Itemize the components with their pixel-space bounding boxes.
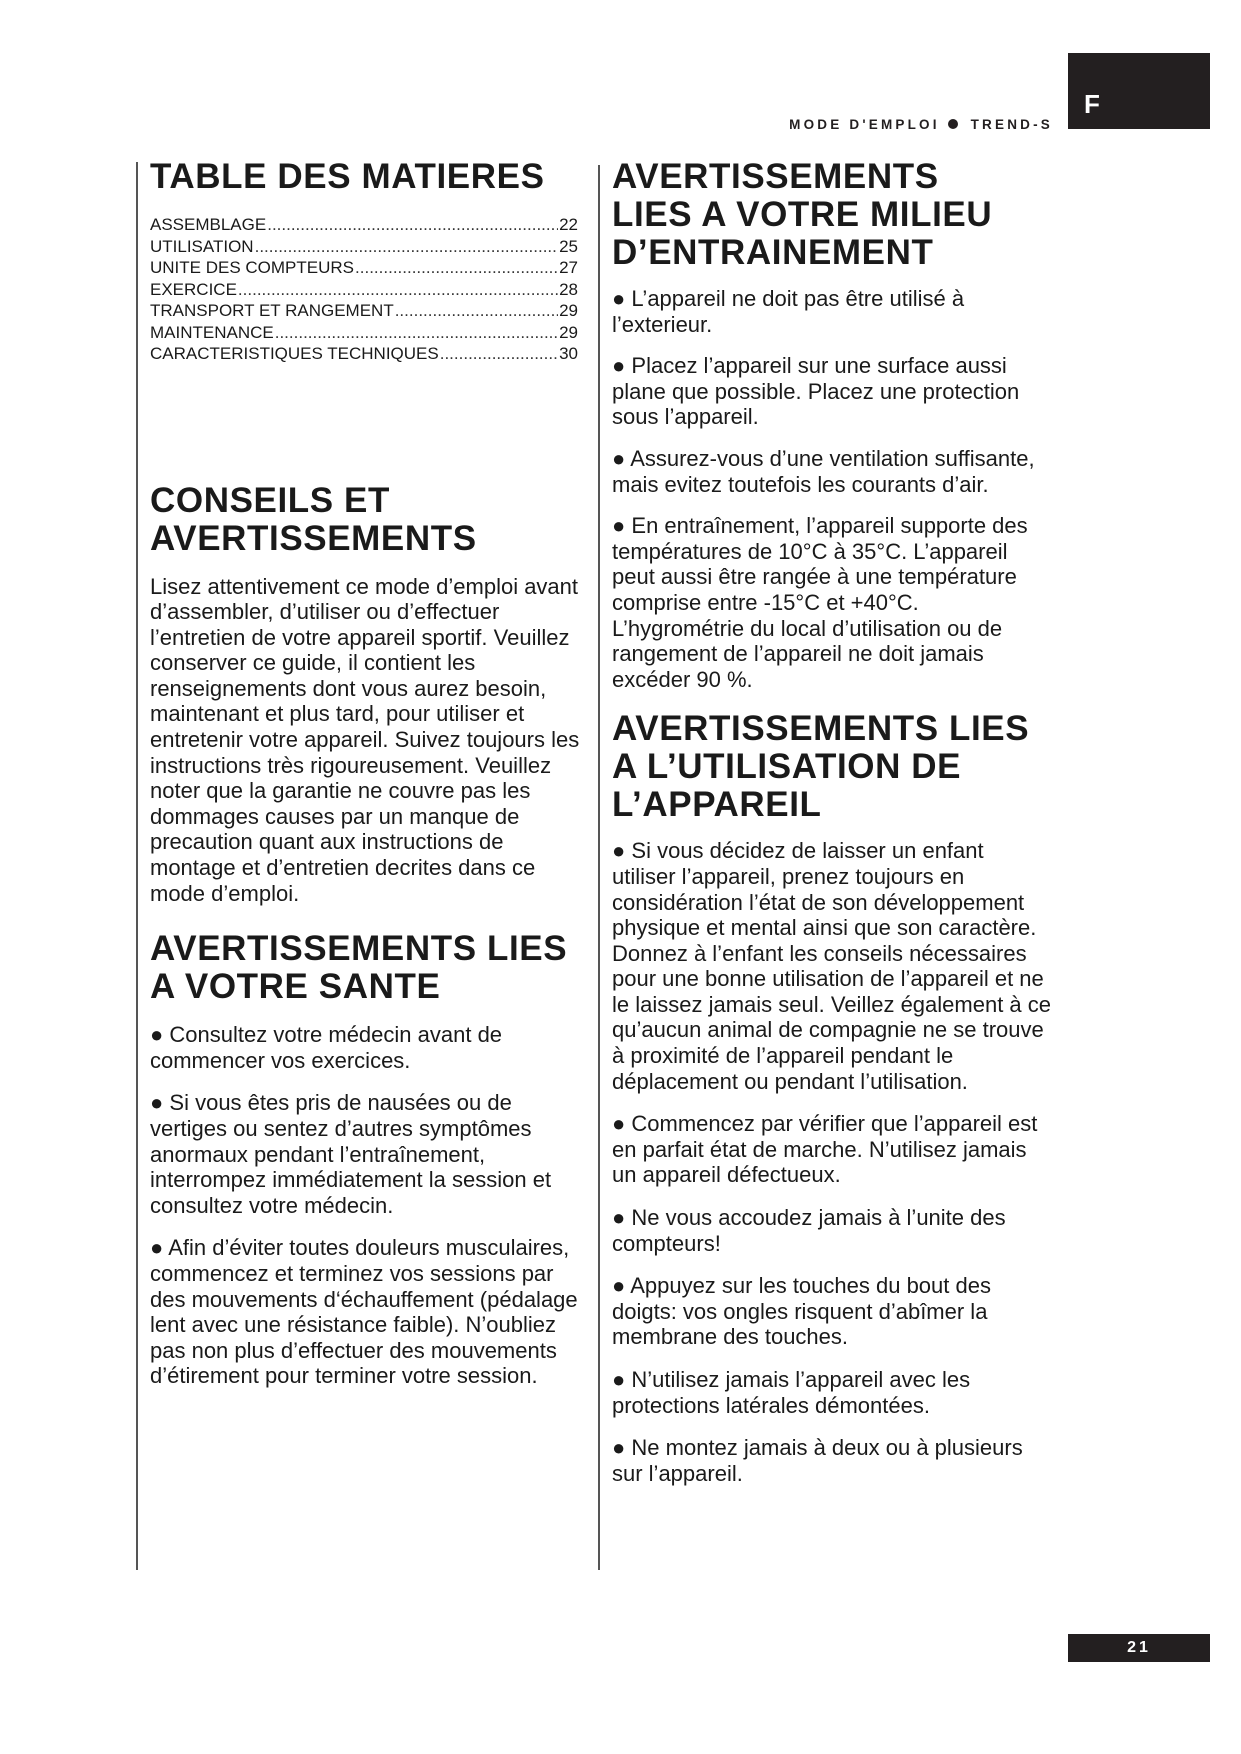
toc-entry-label: MAINTENANCE bbox=[150, 322, 274, 342]
milieu-title-line: D’ENTRAINEMENT bbox=[612, 233, 934, 272]
toc-entry-label: CARACTERISTIQUES TECHNIQUES bbox=[150, 344, 439, 363]
toc-entry-label: UTILISATION bbox=[150, 236, 254, 256]
milieu-title-line: LIES A VOTRE MILIEU bbox=[612, 195, 993, 234]
list-item: ● N’utilisez jamais l’appareil avec les protections latérales démontées. bbox=[612, 1367, 971, 1418]
dot-leader bbox=[275, 322, 558, 344]
language-tab bbox=[1068, 53, 1210, 129]
list-item: ● L’appareil ne doit pas être utilisé à l’exterieur. bbox=[612, 286, 965, 337]
running-header-title: MODE D'EMPLOI bbox=[789, 117, 940, 132]
conseils-section bbox=[150, 482, 582, 907]
toc-title: TABLE DES MATIERES bbox=[150, 157, 545, 196]
dot-leader bbox=[440, 343, 558, 365]
list-item: ● Placez l’appareil sur une surface aussi plane que possible. Placez une protection sous l’appareil. bbox=[612, 353, 1020, 430]
list-item-text: Afin d’éviter toutes douleurs musculaires, commencez et terminez vos sessions par des mouvements d‘échauffement (pédalage lent avec une résistance faible). N’oubliez pas non plus d’effectuer des mouvements d’étirement pour terminer votre session. bbox=[150, 1235, 578, 1389]
list-item: ● Ne montez jamais à deux ou à plusieurs sur l’appareil. bbox=[612, 1435, 1023, 1486]
toc-entry-page: 29 bbox=[559, 301, 578, 320]
list-item: ● Assurez-vous d’une ventilation suffisante, mais evitez toutefois les courants d’air. bbox=[612, 445, 1035, 497]
conseils-title bbox=[150, 482, 582, 558]
language-tab-label: F bbox=[1084, 89, 1100, 119]
milieu-title bbox=[612, 158, 1052, 272]
dot-leader bbox=[395, 300, 558, 322]
list-item: ● En entraînement, l’appareil supporte des températures de 10°C à 35°C. L’appareil peut aussi être rangée à une température comprise entre -15°C et +40°C. L’hygrométrie du local d’utilisation ou de rangement de l’appareil ne doit jamais excéder 90 %. bbox=[612, 513, 1028, 692]
milieu-title-line: AVERTISSEMENTS bbox=[612, 157, 939, 196]
dot-leader bbox=[238, 279, 558, 301]
toc-entry[interactable] bbox=[150, 279, 578, 301]
milieu-section bbox=[612, 158, 1052, 692]
left-column-rule bbox=[136, 162, 138, 1570]
toc-entry-page: 25 bbox=[559, 236, 578, 256]
utilisation-title bbox=[612, 710, 1052, 824]
sante-title bbox=[150, 930, 582, 1006]
toc-entry-label: UNITE DES COMPTEURS bbox=[150, 258, 355, 277]
utilisation-title-line: L’APPAREIL bbox=[612, 785, 822, 825]
list-item: ● Consultez votre médecin avant de commencer vos exercices. bbox=[150, 1022, 503, 1073]
list-item-text: Ne vous accoudez jamais à l’unite des compteurs! bbox=[612, 1205, 1006, 1256]
list-item: ● Ne vous accoudez jamais à l’unite des compteurs! bbox=[612, 1205, 1006, 1256]
sante-title-line: A VOTRE SANTE bbox=[150, 967, 441, 1007]
page-number: 21 bbox=[1127, 1639, 1151, 1656]
toc-entry-page: 28 bbox=[559, 279, 578, 299]
toc-entry-page: 22 bbox=[559, 215, 578, 234]
list-item: ● Appuyez sur les touches du bout des doigts: vos ongles risquent d’abîmer la membrane des touches. bbox=[612, 1273, 991, 1350]
list-item: ● Si vous décidez de laisser un enfant utiliser l’appareil, prenez toujours en considération l’état de son développement physique et mental ainsi que son caractère. Donnez à l’enfant les conseils nécessaires pour une bonne utilisation de l’appareil et ne le laissez jamais seul. Veillez également à ce qu’aucun animal de compagnie ne se trouve à proximité de l’appareil pendant le déplacement ou pendant l’utilisation. bbox=[612, 838, 1052, 1094]
toc-entry[interactable] bbox=[150, 236, 578, 258]
utilisation-section bbox=[612, 710, 1052, 1486]
running-header-model: TREND-S bbox=[970, 117, 1053, 132]
toc-entry[interactable] bbox=[150, 343, 578, 365]
list-item-text: L’appareil ne doit pas être utilisé à l’exterieur. bbox=[612, 286, 965, 337]
list-item-text: En entraînement, l’appareil supporte des températures de 10°C à 35°C. L’appareil peut aussi être rangée à une température comprise entre -15°C et +40°C. L’hygrométrie du local d’utilisation ou de rangement de l’appareil ne doit jamais excéder 90 %. bbox=[612, 513, 1028, 692]
toc-entry-page: 27 bbox=[559, 258, 578, 277]
dot-leader bbox=[267, 214, 558, 236]
right-column bbox=[612, 158, 1052, 1486]
utilisation-title-line: AVERTISSEMENTS LIES bbox=[612, 709, 1030, 749]
table-of-contents bbox=[150, 158, 582, 365]
toc-entry[interactable] bbox=[150, 214, 578, 236]
left-column bbox=[150, 158, 582, 1389]
toc-entry-page: 30 bbox=[559, 344, 578, 363]
conseils-title-line: AVERTISSEMENTS bbox=[150, 518, 477, 558]
sante-section bbox=[150, 930, 582, 1389]
list-item-text: Consultez votre médecin avant de commencer vos exercices. bbox=[150, 1022, 503, 1073]
list-item-text: Si vous êtes pris de nausées ou de vertiges ou sentez d’autres symptômes anormaux pendant l’entraînement, interrompez immédiatement la session et consultez votre médecin. bbox=[150, 1090, 552, 1218]
conseils-title-line: CONSEILS ET bbox=[150, 480, 390, 520]
list-item-text: Appuyez sur les touches du bout des doigts: vos ongles risquent d’abîmer la membrane des touches. bbox=[612, 1273, 991, 1350]
list-item: ● Commencez par vérifier que l’appareil est en parfait état de marche. N’utilisez jamais un appareil défectueux. bbox=[612, 1111, 1038, 1188]
toc-entry-label: TRANSPORT ET RANGEMENT bbox=[150, 301, 394, 320]
list-item-text: Commencez par vérifier que l’appareil est en parfait état de marche. N’utilisez jamais un appareil défectueux. bbox=[612, 1111, 1038, 1188]
toc-list bbox=[150, 214, 578, 365]
list-item: ● Afin d’éviter toutes douleurs musculaires, commencez et terminez vos sessions par des mouvements d‘échauffement (pédalage lent avec une résistance faible). N’oubliez pas non plus d’effectuer des mouvements d’étirement pour terminer votre session. bbox=[150, 1235, 578, 1389]
list-item-text: Assurez-vous d’une ventilation suffisante, mais evitez toutefois les courants d’air. bbox=[612, 445, 1035, 497]
list-item-text: Si vous décidez de laisser un enfant utiliser l’appareil, prenez toujours en considération l’état de son développement physique et mental ainsi que son caractère. Donnez à l’enfant les conseils nécessaires pour une bonne utilisation de l’appareil et ne le laissez jamais seul. Veillez également à ce qu’aucun animal de compagnie ne se trouve à proximité de l’appareil pendant le déplacement ou pendant l’utilisation. bbox=[612, 838, 1052, 1094]
utilisation-title-line: A L’UTILISATION DE bbox=[612, 747, 962, 787]
toc-entry-label: EXERCICE bbox=[150, 279, 237, 299]
dot-leader bbox=[355, 257, 558, 279]
toc-entry-page: 29 bbox=[559, 322, 578, 342]
right-column-rule bbox=[598, 165, 600, 1570]
list-item-text: Placez l’appareil sur une surface aussi plane que possible. Placez une protection sous l’appareil. bbox=[612, 353, 1020, 430]
conseils-paragraph: Lisez attentivement ce mode d’emploi avant d’assembler, d’utiliser ou d’effectuer l’entretien de votre appareil sportif. Veuillez conserver ce guide, il contient les renseignements dont vous aurez besoin, maintenant et plus tard, pour utiliser et entretenir votre appareil. Suivez toujours les instructions très rigoureusement. Veuillez noter que la garantie ne couvre pas les dommages causes par un manque de precaution quant aux instructions de montage et d’entretien decrites dans ce mode d’emploi. bbox=[150, 573, 580, 906]
toc-entry[interactable] bbox=[150, 257, 578, 279]
bullet-separator-icon bbox=[948, 119, 958, 129]
toc-entry-label: ASSEMBLAGE bbox=[150, 215, 267, 234]
toc-entry[interactable] bbox=[150, 300, 578, 322]
list-item: ● Si vous êtes pris de nausées ou de vertiges ou sentez d’autres symptômes anormaux pendant l’entraînement, interrompez immédiatement la session et consultez votre médecin. bbox=[150, 1090, 552, 1218]
sante-title-line: AVERTISSEMENTS LIES bbox=[150, 929, 568, 969]
list-item-text: N’utilisez jamais l’appareil avec les protections latérales démontées. bbox=[612, 1367, 971, 1418]
running-header bbox=[789, 117, 1053, 132]
toc-entry[interactable] bbox=[150, 322, 578, 344]
page-number-badge bbox=[1068, 1634, 1210, 1662]
list-item-text: Ne montez jamais à deux ou à plusieurs sur l’appareil. bbox=[612, 1435, 1023, 1486]
dot-leader bbox=[255, 236, 558, 258]
